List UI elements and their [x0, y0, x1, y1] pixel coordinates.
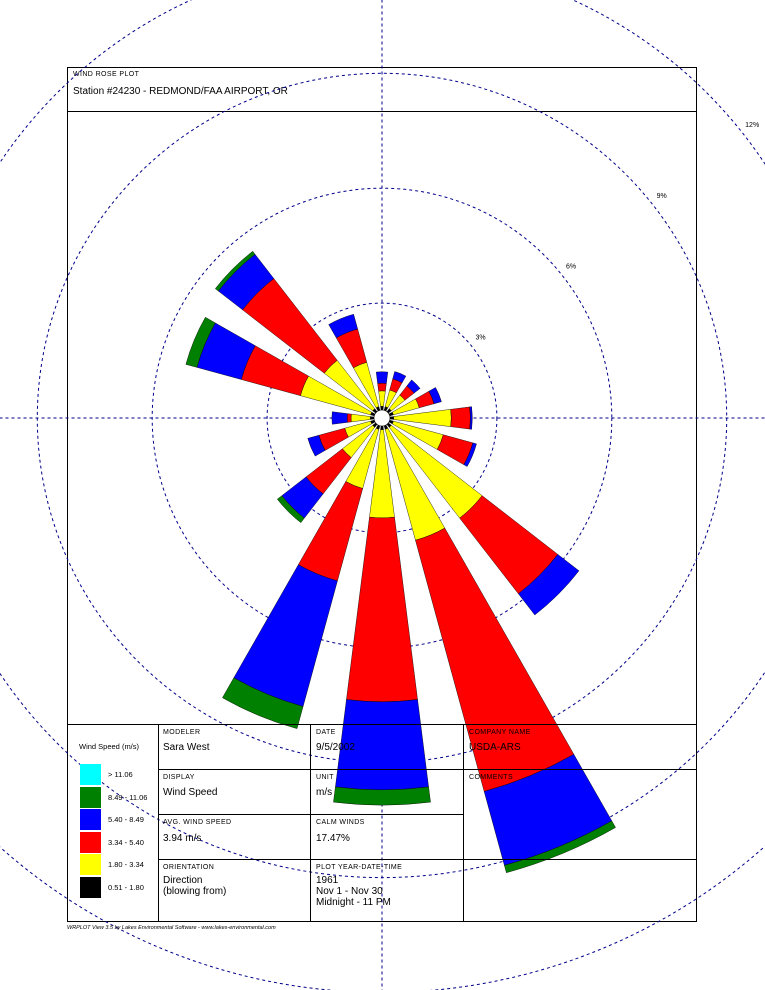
avg-speed-value: 3.94 m/s	[163, 833, 202, 844]
legend-label: 8.49 - 11.06	[108, 792, 148, 802]
company-label: COMPANY NAME	[469, 729, 531, 736]
petal-202.5deg-bin-3	[234, 565, 338, 707]
petal-0deg-bin-3	[376, 372, 388, 384]
unit-value: m/s	[316, 787, 333, 798]
legend-label: 0.51 - 1.80	[108, 882, 144, 892]
petal-180deg-bin-2	[346, 517, 417, 702]
legend-swatch	[80, 787, 101, 808]
legend-swatch	[80, 832, 101, 853]
petal-90deg-bin-0	[390, 417, 394, 420]
petal-90deg-bin-2	[451, 407, 471, 429]
display-value: Wind Speed	[163, 787, 218, 798]
legend-label: 5.40 - 8.49	[108, 815, 144, 824]
orientation-label: ORIENTATION	[163, 864, 215, 871]
petal-0deg-bin-0	[381, 406, 384, 410]
legend-swatch	[80, 764, 101, 785]
legend-swatch	[80, 854, 101, 875]
table-row-line-3	[158, 859, 697, 860]
table-top-line	[67, 724, 697, 725]
petal-270deg-bin-1	[351, 414, 370, 422]
calm-winds-label: CALM WINDS	[316, 819, 365, 826]
plot-time-label: PLOT YEAR-DATE-TIME	[316, 864, 403, 871]
legend-title: Wind Speed (m/s)	[79, 742, 140, 751]
petal-270deg-bin-0	[370, 417, 374, 420]
legend-swatch	[80, 877, 101, 898]
calm-center	[374, 410, 390, 426]
comments-label: COMMENTS	[469, 774, 514, 781]
company-value: USDA-ARS	[469, 742, 521, 753]
station-title: Station #24230 - REDMOND/FAA AIRPORT, OR	[73, 86, 288, 97]
legend-label: 3.34 - 5.40	[108, 837, 144, 847]
legend-label: > 11.06	[108, 770, 133, 779]
modeler-value: Sara West	[163, 742, 210, 753]
ring-label-12: 12%	[745, 122, 760, 130]
ring-label-6: 6%	[566, 263, 577, 271]
display-label: DISPLAY	[163, 774, 195, 781]
plot-date-range: Nov 1 - Nov 30	[316, 886, 383, 897]
unit-label: UNIT	[316, 774, 334, 781]
petal-270deg-bin-3	[332, 412, 348, 425]
plot-year: 1961	[316, 875, 339, 886]
ring-label-9: 9%	[656, 192, 667, 200]
ring-label-3: 3%	[475, 334, 486, 342]
table-row-line-2	[158, 814, 463, 815]
avg-speed-label: AVG. WIND SPEED	[163, 819, 232, 826]
table-col-line-1	[158, 724, 159, 922]
petal-0deg-bin-2	[378, 383, 387, 391]
calm-winds-value: 17.47%	[316, 833, 350, 844]
plot-type-label: WIND ROSE PLOT	[73, 71, 140, 78]
legend-label: 1.80 - 3.34	[108, 860, 144, 869]
petal-180deg-bin-0	[381, 426, 384, 430]
table-col-line-2	[310, 724, 311, 922]
date-label: DATE	[316, 729, 336, 736]
petal-0deg-bin-1	[379, 391, 386, 406]
date-value: 9/5/2002	[316, 742, 355, 753]
table-row-line-1	[158, 769, 697, 770]
modeler-label: MODELER	[163, 729, 201, 736]
orientation-value-1: Direction	[163, 875, 203, 886]
software-credit: WRPLOT View 3.5 by Lakes Environmental Software - www.lakes-environmental.com	[67, 925, 276, 931]
table-col-line-3	[463, 724, 464, 922]
plot-time-range: Midnight - 11 PM	[316, 897, 391, 908]
legend-swatch	[80, 809, 101, 830]
orientation-value-2: (blowing from)	[163, 886, 227, 897]
petal-270deg-bin-2	[347, 414, 351, 423]
